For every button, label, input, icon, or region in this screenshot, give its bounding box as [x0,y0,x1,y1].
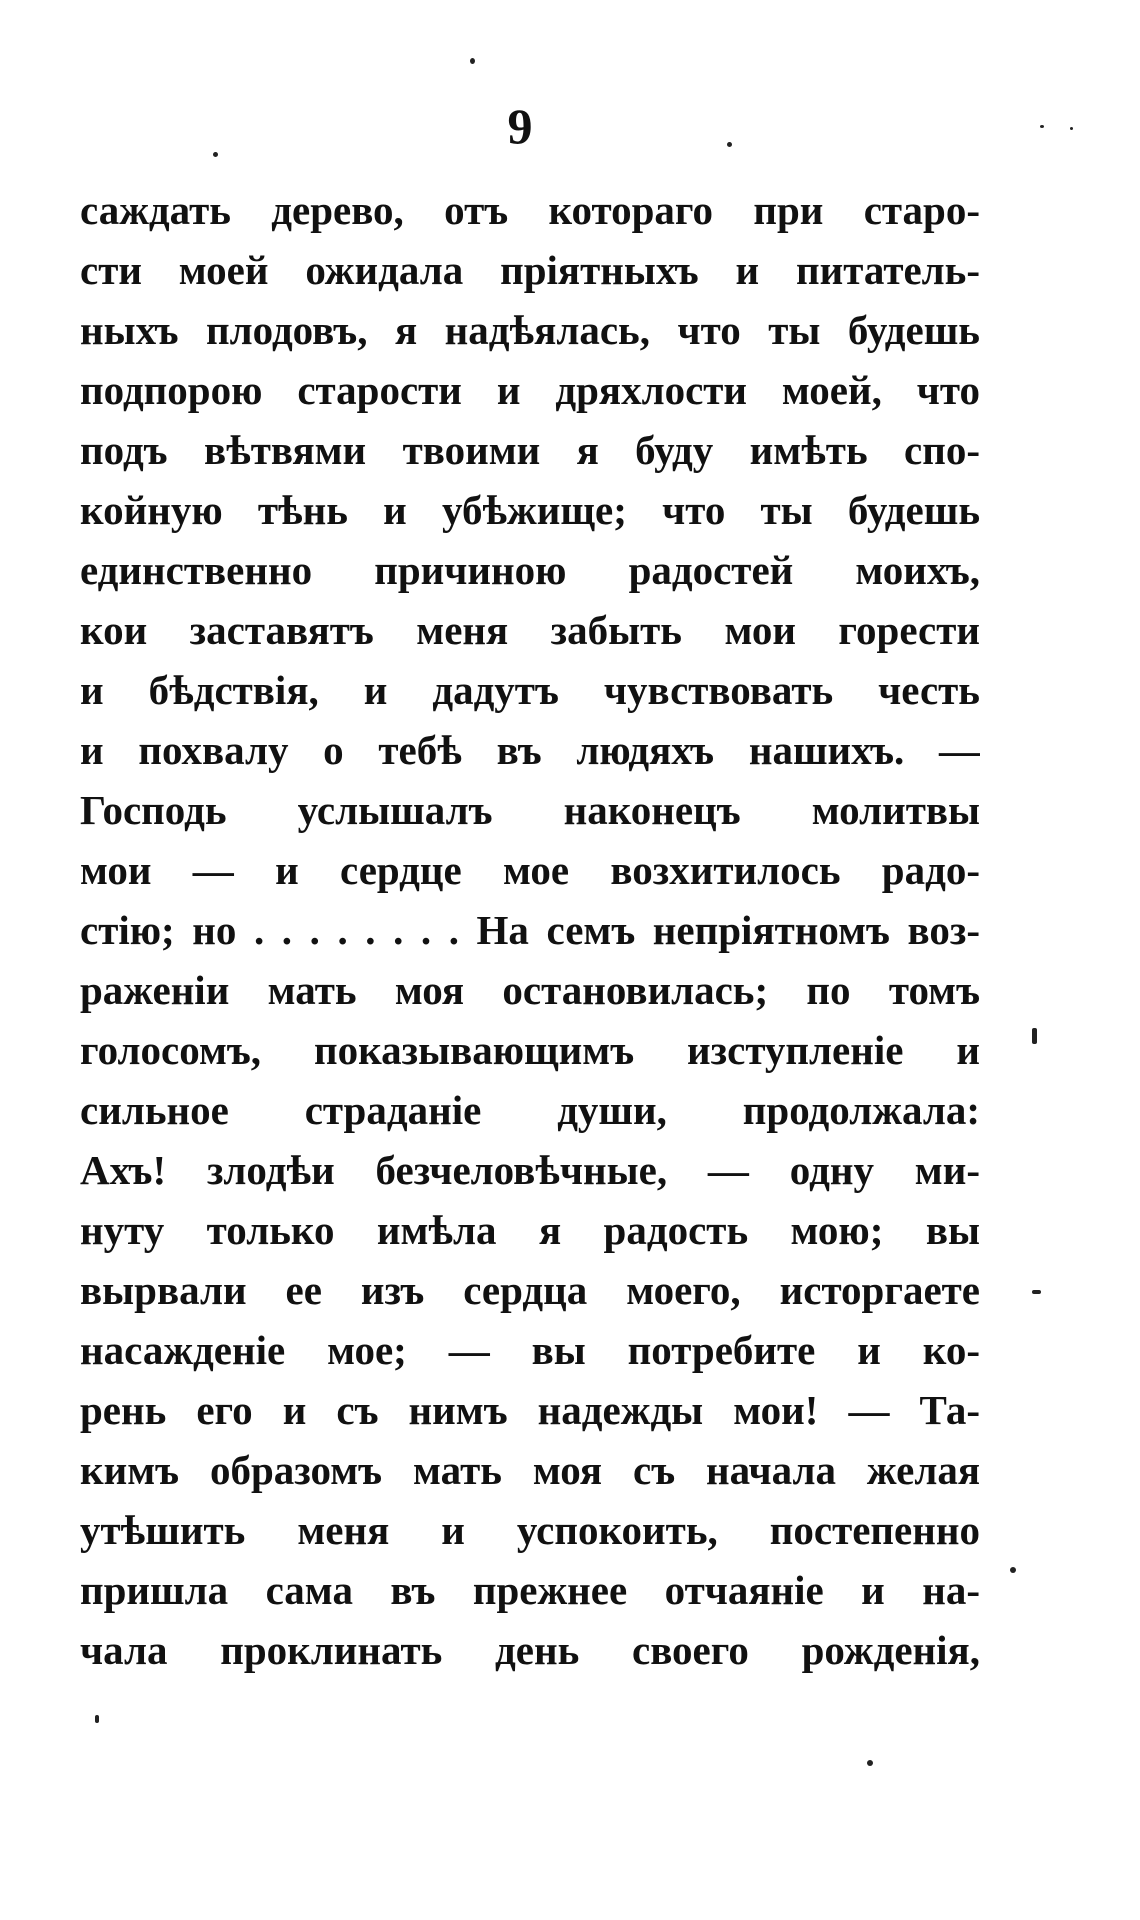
text-line: кимъ образомъ мать моя съ начала желая [80,1447,980,1493]
scan-speck [1070,127,1073,130]
text-line: кои заставятъ меня забыть мои горести [80,607,980,653]
text-line: нуту только имѣла я радость мою; вы [80,1207,980,1253]
scan-speck [867,1760,873,1766]
text-line: и бѣдствiя, и дадутъ чувствовать честь [80,667,980,713]
scan-speck [727,142,732,147]
text-line: саждать дерево, отъ котораго при старо- [80,187,980,233]
text-line: и похвалу о тебѣ въ людяхъ нашихъ. — [80,727,980,773]
text-line: утѣшить меня и успокоить, постепенно [80,1507,980,1553]
text-line: Ахъ! злодѣи безчеловѣчные, — одну ми- [80,1147,980,1193]
body-text [80,180,980,1680]
text-line: голосомъ, показывающимъ изступленiе и [80,1027,980,1073]
scan-speck [213,152,218,157]
text-line: сильное страданiе души, продолжала: [80,1087,980,1133]
text-line: единственно причиною радостей моихъ, [80,547,980,593]
text-line: Господь услышалъ наконецъ молитвы [80,787,980,833]
text-line: ныхъ плодовъ, я надѣялась, что ты будешь [80,307,980,353]
text-line: подпорою старости и дряхлости моей, что [80,367,980,413]
text-line: рень его и съ нимъ надежды мои! — Та- [80,1387,980,1433]
text-line: раженiи мать моя остановилась; по томъ [80,967,980,1013]
text-line: насажденiе мое; — вы потребите и ко- [80,1327,980,1373]
scan-speck [95,1715,99,1723]
text-line: койную тѣнь и убѣжище; что ты будешь [80,487,980,533]
text-line: мои — и сердце мое возхитилось радо- [80,847,980,893]
page-number: 9 [507,98,533,154]
text-line: стiю; но . . . . . . . . На семъ непрiятномъ воз- [80,907,980,953]
scan-speck [1032,1290,1041,1294]
text-line: подъ вѣтвями твоими я буду имѣть спо- [80,427,980,473]
scan-speck [1032,1028,1037,1044]
scan-speck [1040,125,1044,128]
text-line: чала проклинать день своего рожденiя, [80,1627,980,1673]
scan-speck [1010,1567,1016,1573]
text-line: пришла сама въ прежнее отчаянiе и на- [80,1567,980,1613]
text-line: сти моей ожидала прiятныхъ и питатель- [80,247,980,293]
text-line: вырвали ее изъ сердца моего, исторгаете [80,1267,980,1313]
scan-speck [470,58,475,64]
